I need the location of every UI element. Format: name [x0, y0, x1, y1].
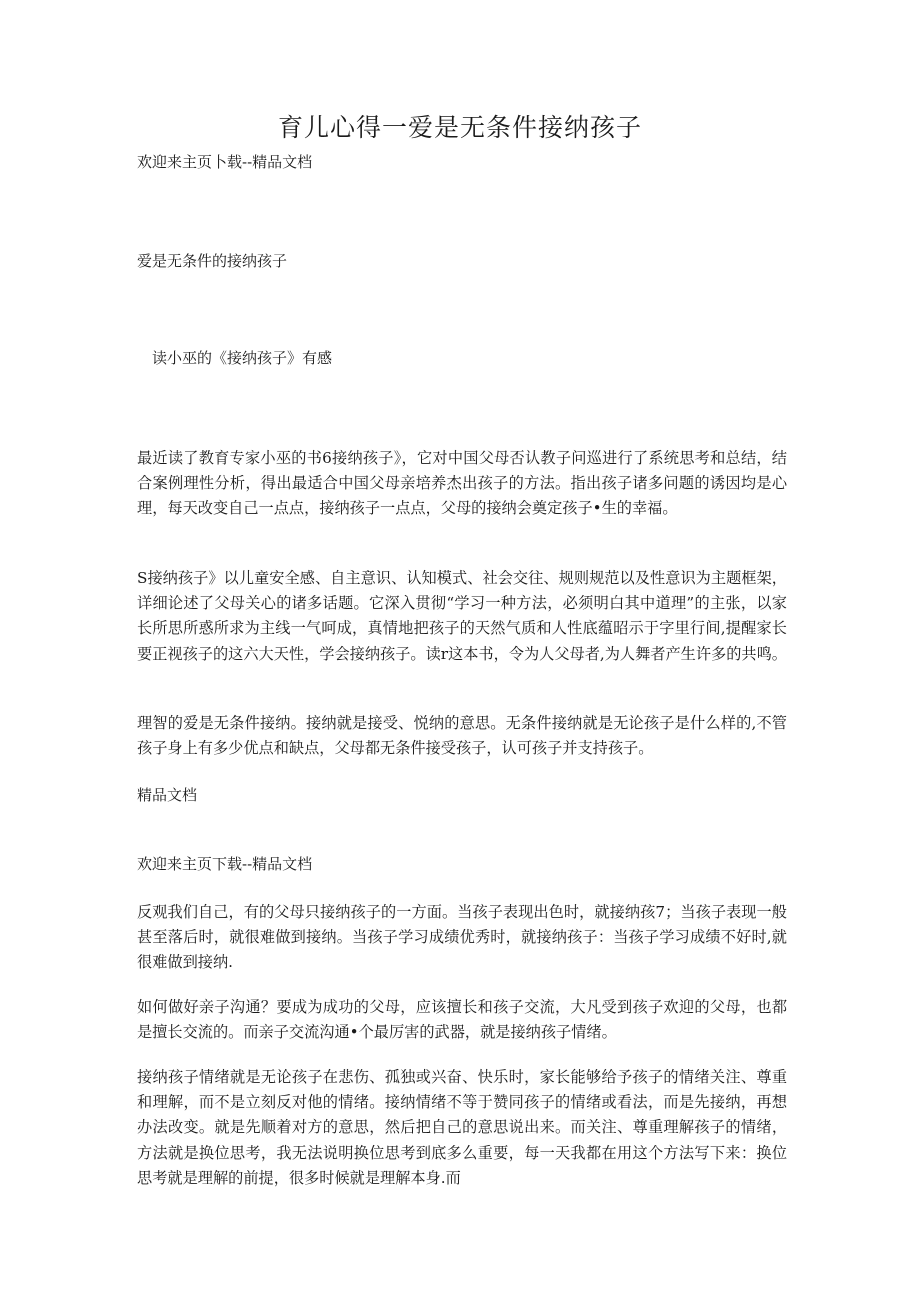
paragraph: 如何做好亲子沟通？要成为成功的父母，应该擅长和孩子交流，大凡受到孩子欢迎的父母，也都是擅长交流的。而亲子交流沟通•个最厉害的武器，就是接纳孩子情绪。	[137, 998, 787, 1042]
download-note-2: 欢迎来主页下载--精品文档	[137, 855, 313, 873]
document-title: 育儿心得一爱是无条件接纳孩子	[277, 113, 642, 142]
download-note: 欢迎来主页卜载--精品文档	[137, 153, 313, 171]
paragraph: S接纳孩子》以儿童安全感、自主意识、认知模式、社会交往、规则规范以及性意识为主题框架，详细论述了父母关心的诸多话题。它深入贯彻“学习一种方法，必须明白其中道理”的主张，以家长所思所惑所求为主线一气呵成，真情地把孩子的天然气质和人性底蕴昭示于字里行间,提醒家长要正视孩子的这六大天性，学会接纳孩子。读r这本书，令为人父母者,为人舞者产生许多的共鸣。	[137, 569, 787, 663]
footer-label: 精品文档	[137, 786, 198, 804]
paragraph: 理智的爱是无条件接纳。接纳就是接受、悦纳的意思。无条件接纳就是无论孩子是什么样的,不管孩子身上有多少优点和缺点，父母都无条件接受孩子，认可孩子并支持孩子。	[137, 714, 787, 758]
section-heading: 爱是无条件的接纳孩子	[137, 252, 288, 270]
sub-heading: 读小巫的《接纳孩子》有感	[152, 349, 333, 367]
paragraph: 反观我们自己，有的父母只接纳孩子的一方面。当孩子表现出色时，就接纳孩7；当孩子表现一般甚至落后时，就很难做到接纳。当孩子学习成绩优秀时，就接纳孩子：当孩子学习成绩不好时,就很难做到接纳.	[137, 903, 787, 972]
paragraph: 最近读了教育专家小巫的书6接纳孩子》，它对中国父母否认教子问巡进行了系统思考和总结，结合案例理性分析，得出最适合中国父母亲培养杰出孩子的方法。指出孩子诸多问题的诱因均是心理，每天改变自己一点点，接纳孩子一点点，父母的接纳会奠定孩子•生的幸福。	[137, 449, 787, 518]
paragraph: 接纳孩子情绪就是无论孩子在悲伤、孤独或兴奋、快乐时，家长能够给予孩子的情绪关注、尊重和理解，而不是立刻反对他的情绪。接纳情绪不等于赞同孩子的情绪或看法，而是先接纳，再想办法改变。就是先顺着对方的意思，然后把自己的意思说出来。而关注、尊重理解孩子的情绪，方法就是换位思考，我无法说明换位思考到底多么重要，每一天我都在用这个方法写下来：换位思考就是理解的前提，很多时候就是理解本身.而	[137, 1068, 787, 1187]
